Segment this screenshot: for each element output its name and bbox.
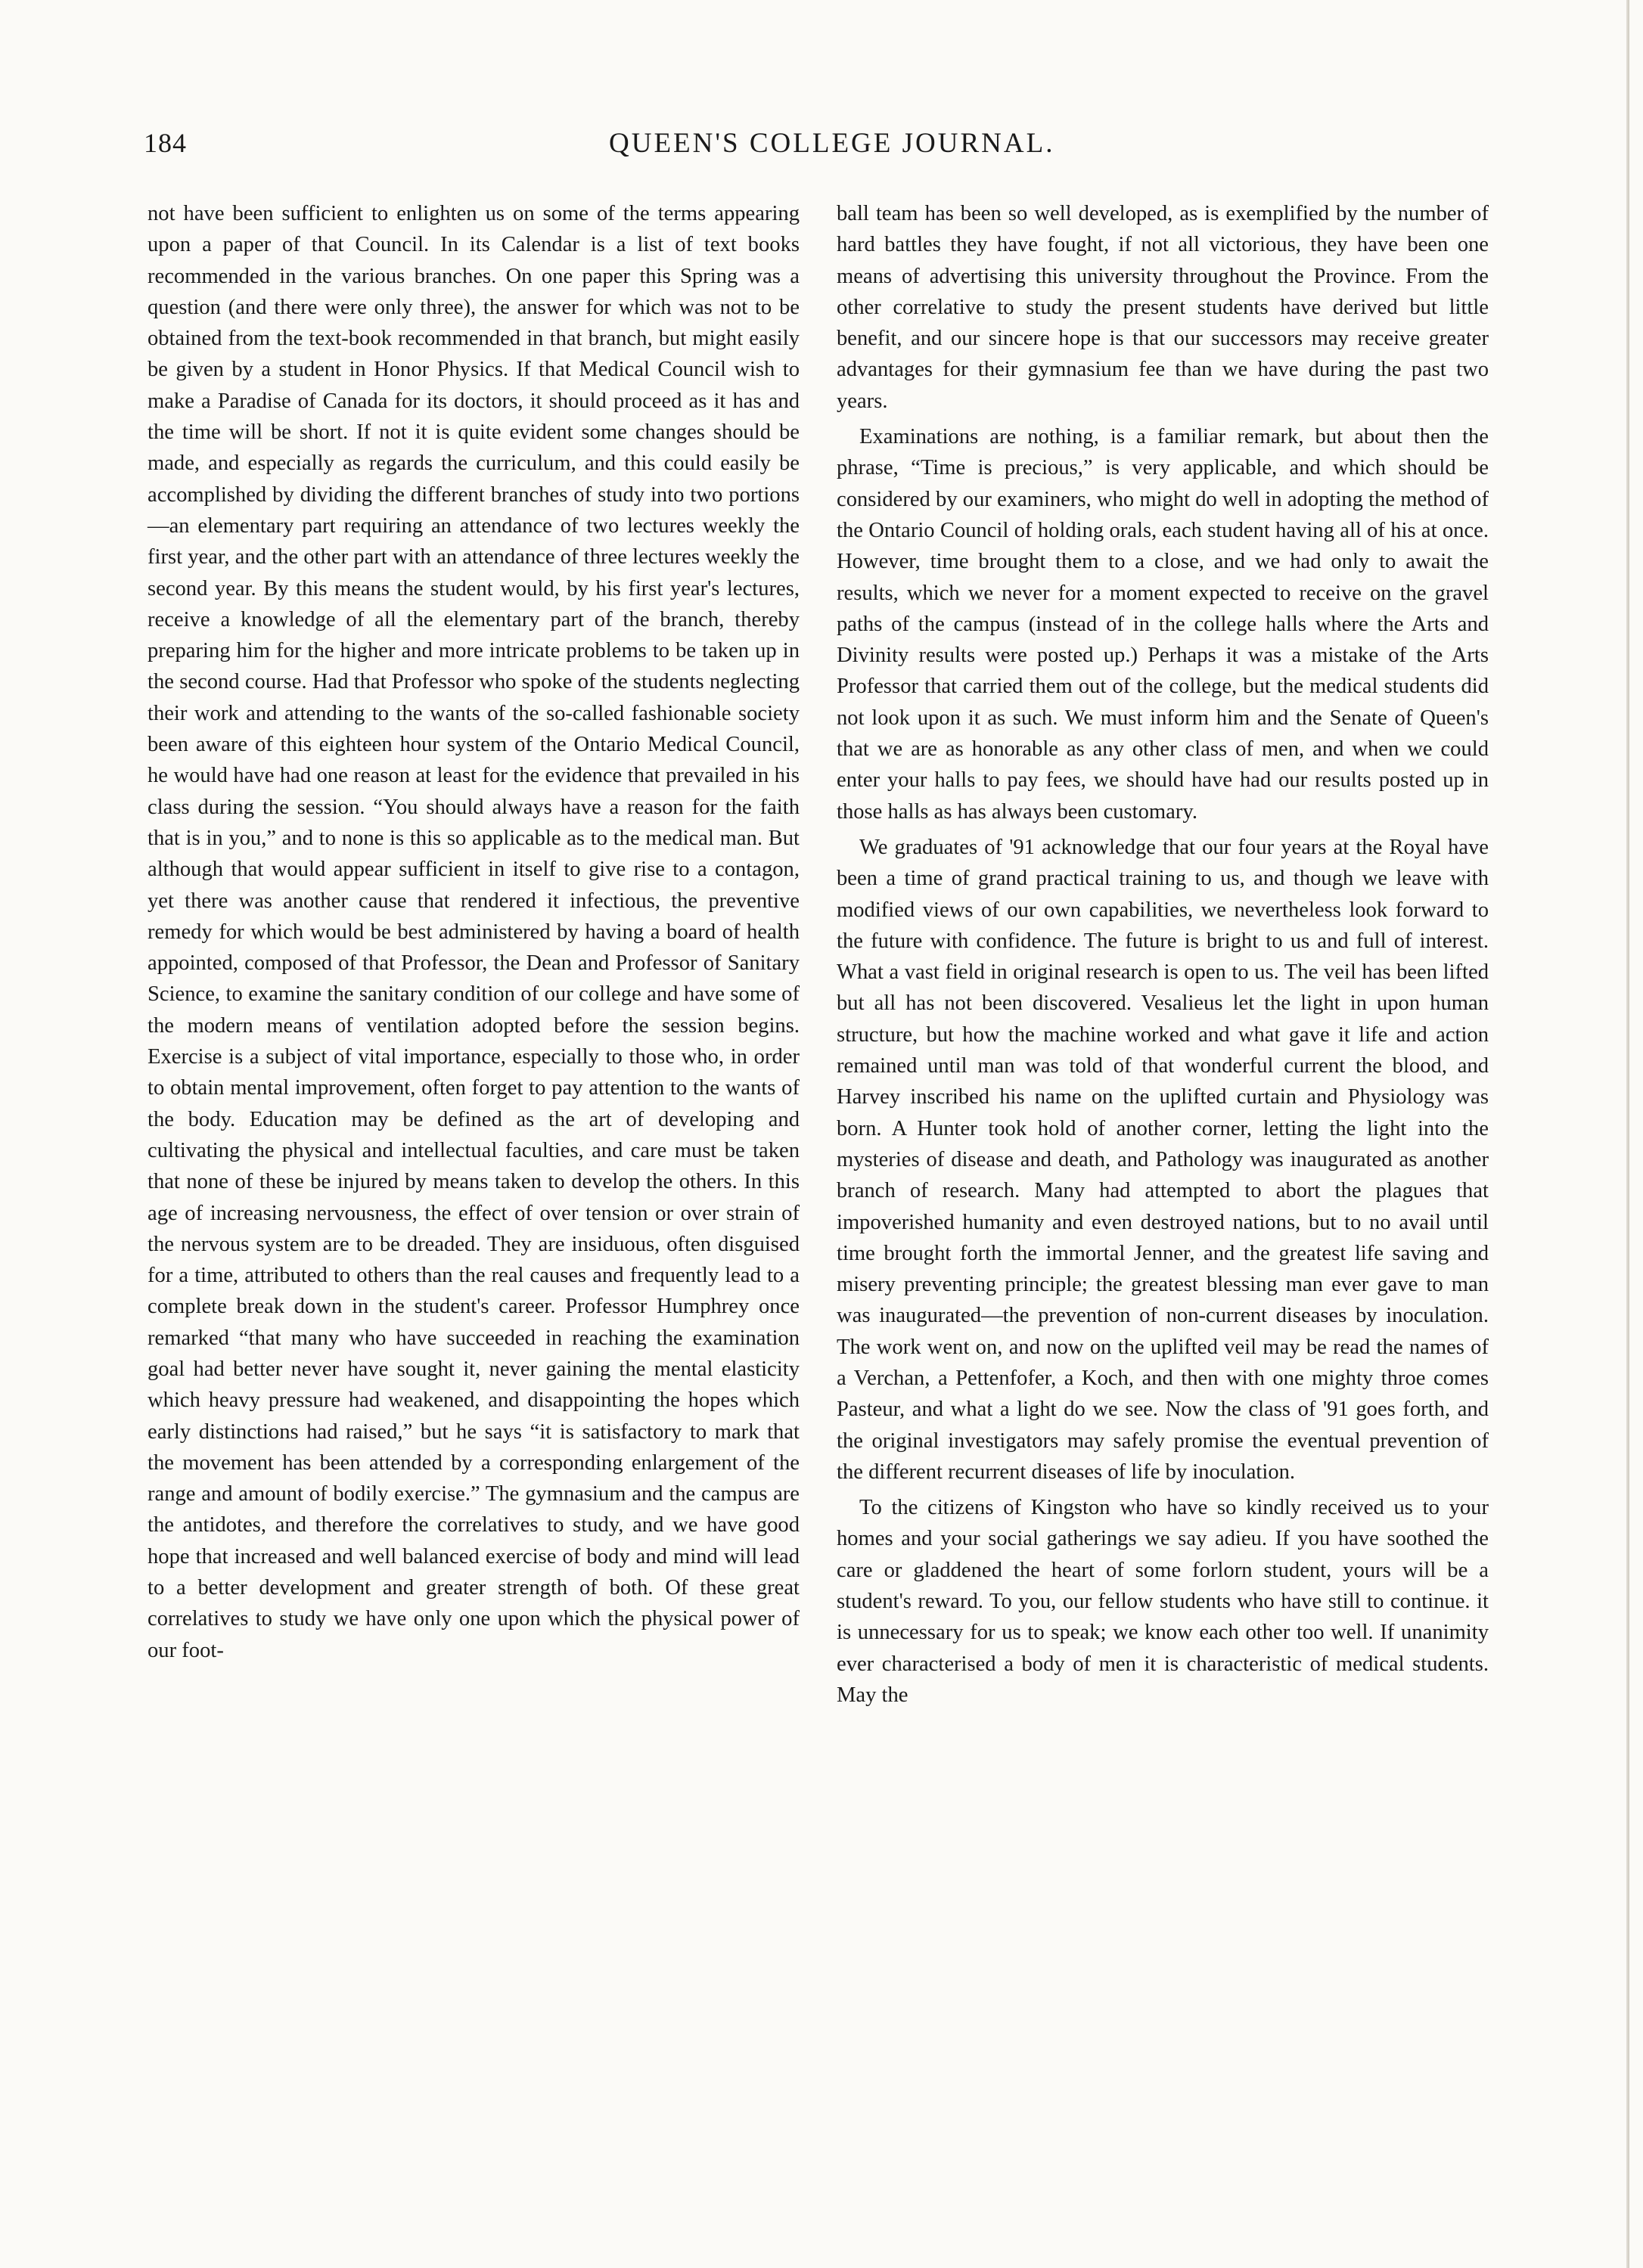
left-paragraph-1: not have been sufficient to enlighten us on some of the terms appearing upon a paper of that Council. In its Calendar is a list of text books recommended in the various branches. On one paper this Spring was a question (and there were only three), the answer for which was not to be obtained from the text-book recommended in that branch, but might easily be given by a student in Honor Physics. If that Medical Council wish to make a Paradise of Canada for its doctors, it should proceed as it has and the time will be short. If not it is quite evident some changes should be made, and especially as regards the curriculum, and this could easily be accomplished by dividing the different branches of study into two portions —an elementary part requiring an attendance of two lectures weekly the first year, and the other part with an attendance of three lectures weekly the second year. By this means the student would, by his first year's lectures, receive a knowledge of all the elementary part of the branch, thereby preparing him for the higher and more intricate problems to be taken up in the second course. Had that Professor who spoke of the students neglecting their work and attending to the wants of the so-called fashionable society been aware of this eighteen hour system of the Ontario Medical Council, he would have had one reason at least for the evidence that prevailed in his class during the session. “You should always have a reason for the faith that is in you,” and to none is this so applicable as to the medical man. But although that would appear sufficient in itself to give rise to a contagon, yet there was another cause that rendered it infectious, the preventive remedy for which would be best administered by having a board of health appointed, composed of that Professor, the Dean and Professor of Sanitary Science, to examine the sanitary condition of our college and have some of the modern means of ventilation adopted before the session begins. Exercise is a subject of vital importance, especially to those who, in order to obtain mental improvement, often forget to pay attention to the wants of the body. Education may be defined as the art of developing and cultivating the physical and intellectual faculties, and care must be taken that none of these be injured by means taken to develop the others. In this age of increasing nervousness, the effect of over tension or over strain of the nervous system are to be dreaded. They are insiduous, often disguised for a time, attributed to others than the real causes and frequently lead to a complete break down in the student's career. Professor Humphrey once remarked “that many who have succeeded in reaching the examination goal had better never have sought it, never gaining the mental elasticity which heavy pressure had weakened, and disappointing the hopes which early distinctions had raised,” but he says “it is satisfactory to mark that the movement has been attended by a corresponding enlargement of the range and amount of bodily exercise.” The gymnasium and the campus are the antidotes, and therefore the correlatives to study, and we have good hope that increased and well balanced exercise of body and mind will lead to a better development and greater strength of both. Of these great correlatives to study we have only one upon which the physical power of our foot- — [148, 202, 800, 1662]
right-paragraph-2: Examinations are nothing, is a familiar remark, but about then the phrase, “Time is precious,” is very applicable, and which should be considered by our examiners, who might do well in adopting the method of the Ontario Council of holding orals, each student having all of his at once. However, time brought them to a close, and we had only to await the results, which we never for a moment expected to receive on the gravel paths of the campus (instead of in the college halls where the Arts and Divinity results were posted up.) Perhaps it was a mistake of the Arts Professor that carried them out of the college, but the medical students did not look upon it as such. We must inform him and the Senate of Queen's that we are as honorable as any other class of men, and when we could enter your halls to pay fees, we should have had our results posted up in those halls as has always been customary. — [837, 425, 1489, 824]
journal-title: QUEEN'S COLLEGE JOURNAL. — [609, 128, 1055, 159]
right-paragraph-3: We graduates of '91 acknowledge that our four years at the Royal have been a time of grand practical training to us, and though we leave with modified views of our own capabilities, we nevertheless look forward to the future with confidence. The future is bright to us and full of interest. What a vast field in original research is open to us. The veil has been lifted but all has not been discovered. Vesalieus let the light in upon human structure, but how the machine worked and what gave it life and action remained until man was told of that wonderful current the blood, and Harvey inscribed his name on the uplifted curtain and Physiology was born. A Hunter took hold of another corner, letting the light into the mysteries of disease and death, and Pathology was inaugurated as another branch of research. Many had attempted to abort the plagues that impoverished humanity and even destroyed nations, but to no avail until time brought forth the immortal Jenner, and the greatest life saving and misery preventing principle; the greatest blessing man ever gave to man was inaugurated—the prevention of non-current diseases by inoculation. The work went on, and now on the uplifted veil may be read the names of a Verchan, a Pettenfofer, a Koch, and then with one mighty throe comes Pasteur, and what a light do we see. Now the class of '91 goes forth, and the original investigators may safely promise the eventual prevention of the different recurrent diseases of life by inoculation. — [837, 835, 1489, 1484]
left-column — [148, 198, 800, 1666]
right-column — [837, 198, 1489, 1711]
page-edge-shadow — [1626, 0, 1629, 2268]
page-header — [144, 119, 1490, 165]
page-number: 184 — [144, 128, 187, 158]
right-paragraph-1: ball team has been so well developed, as is exemplified by the number of hard battles they have fought, if not all victorious, they have been one means of advertising this university throughout the Province. From the other correlative to study the present students have derived but little benefit, and our sincere hope is that our successors may receive greater advantages for their gymnasium fee than we have during the past two years. — [837, 202, 1489, 413]
right-paragraph-4: To the citizens of Kingston who have so kindly received us to your homes and your social gatherings we say adieu. If you have soothed the care or gladdened the heart of some forlorn student, yours will be a student's reward. To you, our fellow students who have still to continue. it is unnecessary for us to speak; we know each other too well. If unanimity ever characterised a body of men it is characteristic of medical students. May the — [837, 1496, 1489, 1707]
